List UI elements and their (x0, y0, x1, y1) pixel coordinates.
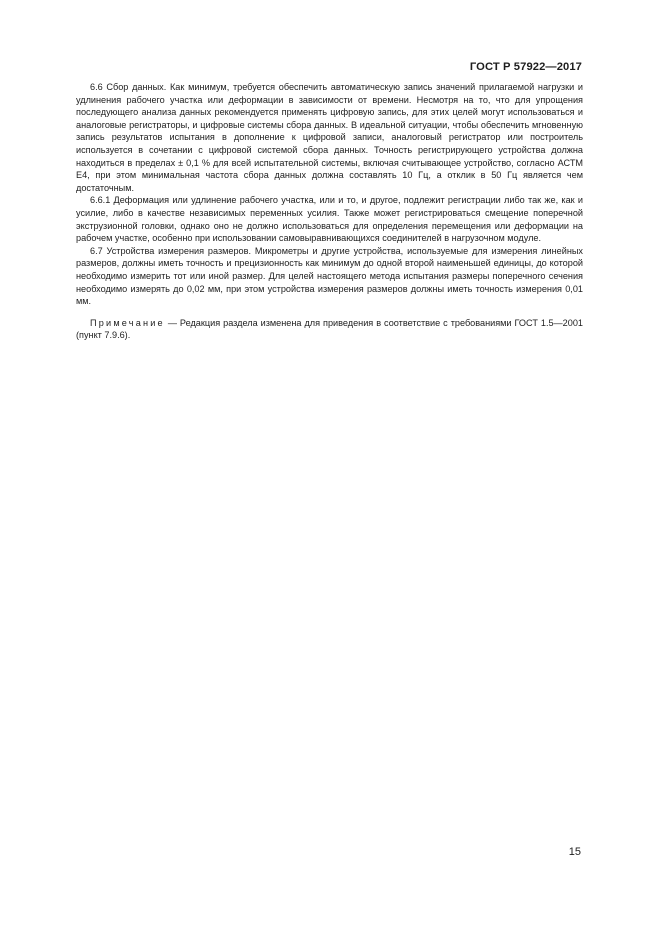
document-body (76, 81, 583, 342)
paragraph-6-7: 6.7 Устройства измерения размеров. Микрометры и другие устройства, используемые для измерения линейных размеров, должны иметь точность и прецизионность как минимум до одной второй наименьшей единицы, до которой необходимо измерить тот или иной размер. Для целей настоящего метода испытания размеры поперечного сечения необходимо измерять до 0,02 мм, при этом устройства измерения размеров должны иметь точность измерения 0,01 мм. (76, 245, 583, 307)
document-header (470, 61, 582, 73)
note-paragraph (76, 317, 583, 342)
note-label: Примечание (90, 317, 165, 328)
paragraph-6-6: 6.6 Сбор данных. Как минимум, требуется обеспечить автоматическую запись значений прилагаемой нагрузки и удлинения рабочего участка или деформации в зависимости от времени. Несмотря на то, что для упрощения последующего анализа данных рекомендуется применять цифровую запись, для этих целей могут использоваться и аналоговые регистраторы, и цифровые системы сбора данных. В идеальной ситуации, чтобы обеспечить мгновенную запись результатов испытания в дополнение к цифровой записи, аналоговый регистратор или построитель используется в сочетании с цифровой системой сбора данных. Точность регистрирующего устройства должна находиться в пределах ± 0,1 % для всей испытательной системы, включая считывающее устройство, согласно АСТМ Е4, при этом минимальная частота сбора данных должна составлять 10 Гц, а отклик в 50 Гц является чем достаточным. (76, 82, 583, 193)
note-text: — Редакция раздела изменена для приведения в соответствие с требованиями ГОСТ 1.5—2001 (пункт 7.9.6). (76, 317, 583, 341)
page-number: 15 (568, 846, 581, 858)
paragraph-6-6-1: 6.6.1 Деформация или удлинение рабочего участка, или и то, и другое, подлежит регистрации либо так же, как и усилие, либо в качестве независимых переменных усилия. Также может регистрироваться смещение поперечной экструзионной головки, однако оно не должно использоваться для определения перемещения или деформации на рабочем участке, особенно при использовании самовыравнивающихся соединителей в нагрузочном модуле. (76, 195, 583, 244)
standard-id: ГОСТ Р 57922—2017 (469, 61, 582, 73)
